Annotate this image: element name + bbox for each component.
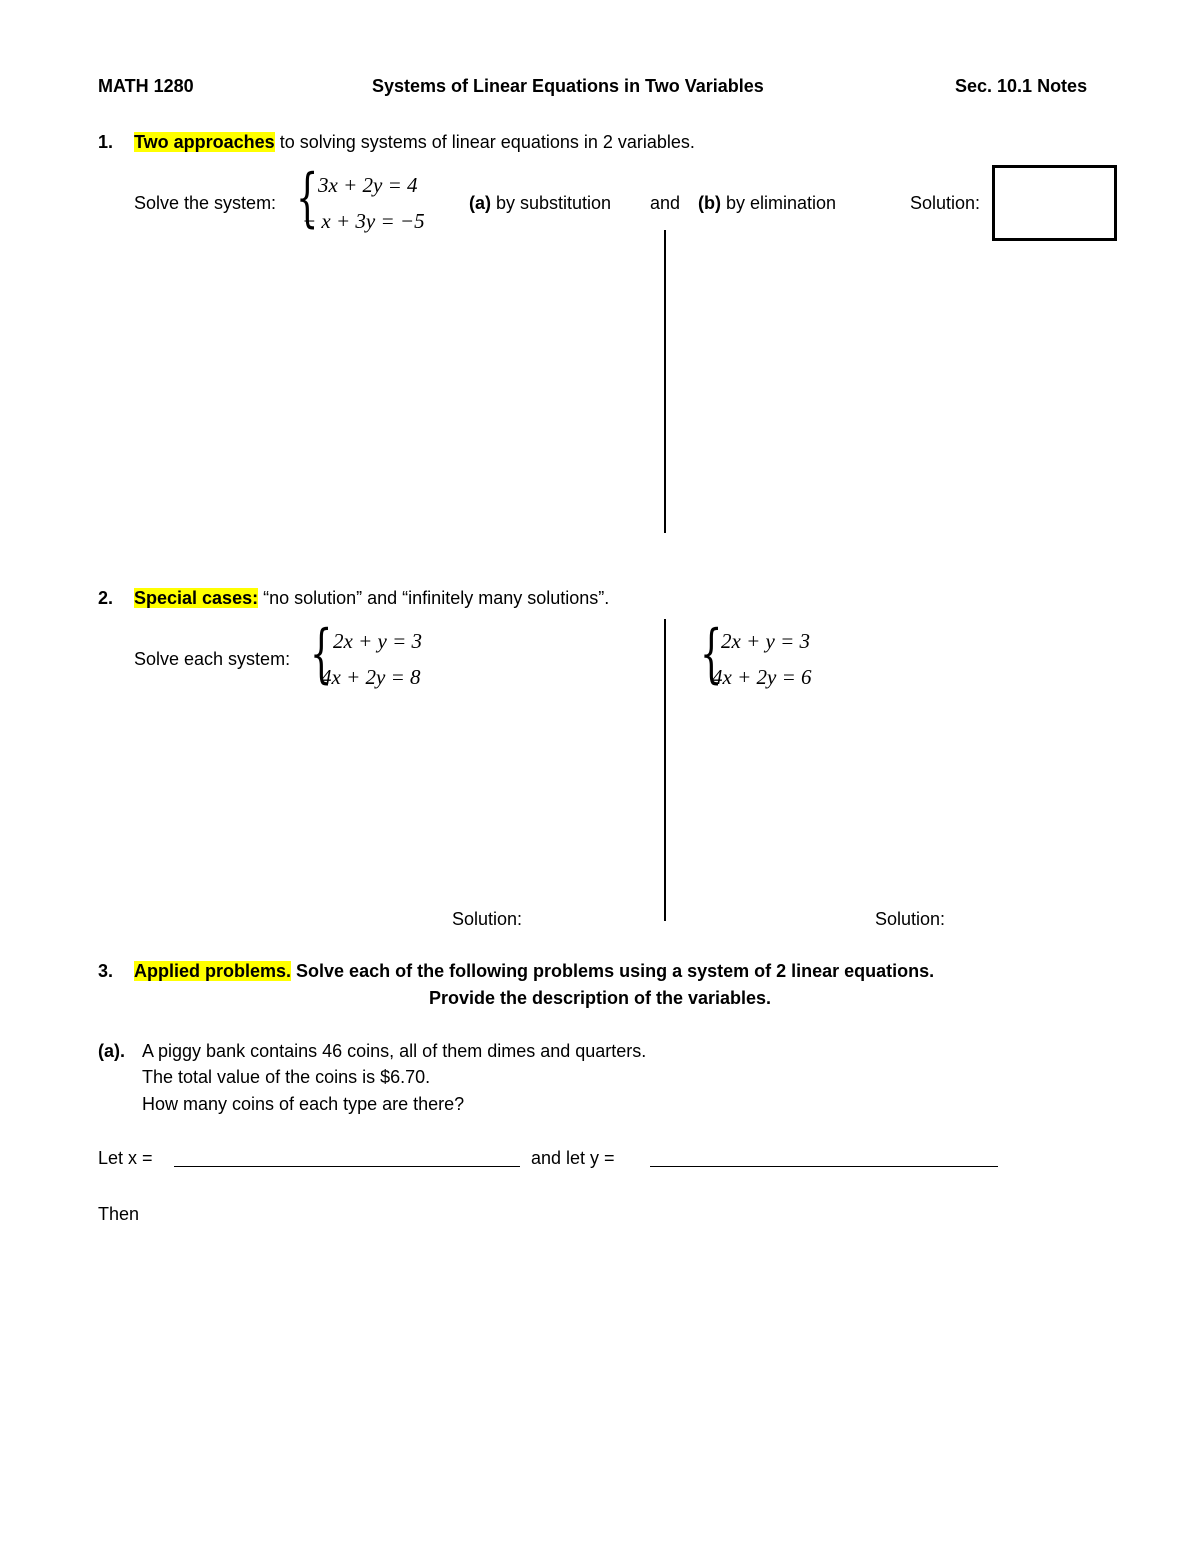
section2-number: 2. (98, 588, 114, 608)
section2-prompt: Solve each system: (134, 649, 291, 669)
solution-answer-box[interactable] (992, 165, 1117, 241)
section2-left-eq2: 4x + 2y = 8 (321, 665, 421, 689)
problem-a-label: (a). (98, 1041, 125, 1061)
solution-label-left: Solution: (452, 909, 523, 929)
page-title: Systems of Linear Equations in Two Variables (372, 76, 764, 96)
section-label: Sec. 10.1 Notes (955, 76, 1088, 96)
section1-highlight: Two approaches (134, 132, 275, 152)
left-brace-icon: { (296, 161, 319, 235)
part-a: (a) by substitution (469, 193, 612, 213)
section1-eq1: 3x + 2y = 4 (318, 173, 418, 197)
problem-a-line3: How many coins of each type are there? (142, 1094, 465, 1114)
section3-subheading: Provide the description of the variables. (428, 988, 772, 1008)
left-brace-icon: { (310, 617, 333, 691)
section1-number: 1. (98, 132, 114, 152)
problem-a-line1: A piggy bank contains 46 coins, all of them dimes and quarters. (142, 1041, 647, 1061)
section3-highlight: Applied problems. (134, 961, 292, 981)
course-code: MATH 1280 (98, 76, 194, 96)
section1-heading (134, 131, 695, 153)
section2-right-eq1: 2x + y = 3 (721, 629, 810, 653)
section3-number: 3. (98, 961, 114, 981)
section2-heading (134, 587, 609, 609)
let-x-label: Let x = (98, 1148, 153, 1168)
then-label: Then (98, 1204, 140, 1224)
section3-heading (134, 960, 934, 982)
divider-line-2 (664, 619, 666, 921)
section2-left-eq1: 2x + y = 3 (333, 629, 422, 653)
solution-label-right: Solution: (875, 909, 946, 929)
let-y-label: and let y = (531, 1148, 615, 1168)
section2-highlight: Special cases: (134, 588, 259, 608)
section2-heading-rest: “no solution” and “infinitely many solutions”. (258, 588, 610, 608)
divider-line-1 (664, 230, 666, 533)
section1-eq2: − x + 3y = −5 (302, 209, 425, 233)
section1-heading-rest: to solving systems of linear equations in 2 variables. (274, 132, 695, 152)
section3-heading-rest: Solve each of the following problems using a system of 2 linear equations. (291, 961, 935, 981)
part-b: (b) by elimination (698, 193, 837, 213)
section2-right-eq2: 4x + 2y = 6 (712, 665, 812, 689)
solution-label-1: Solution: (910, 193, 981, 213)
y-description-blank[interactable] (650, 1166, 998, 1167)
and-text: and (650, 193, 681, 213)
x-description-blank[interactable] (174, 1166, 520, 1167)
problem-a-line2: The total value of the coins is $6.70. (142, 1067, 431, 1087)
left-brace-icon: { (700, 617, 723, 691)
section1-prompt: Solve the system: (134, 193, 277, 213)
